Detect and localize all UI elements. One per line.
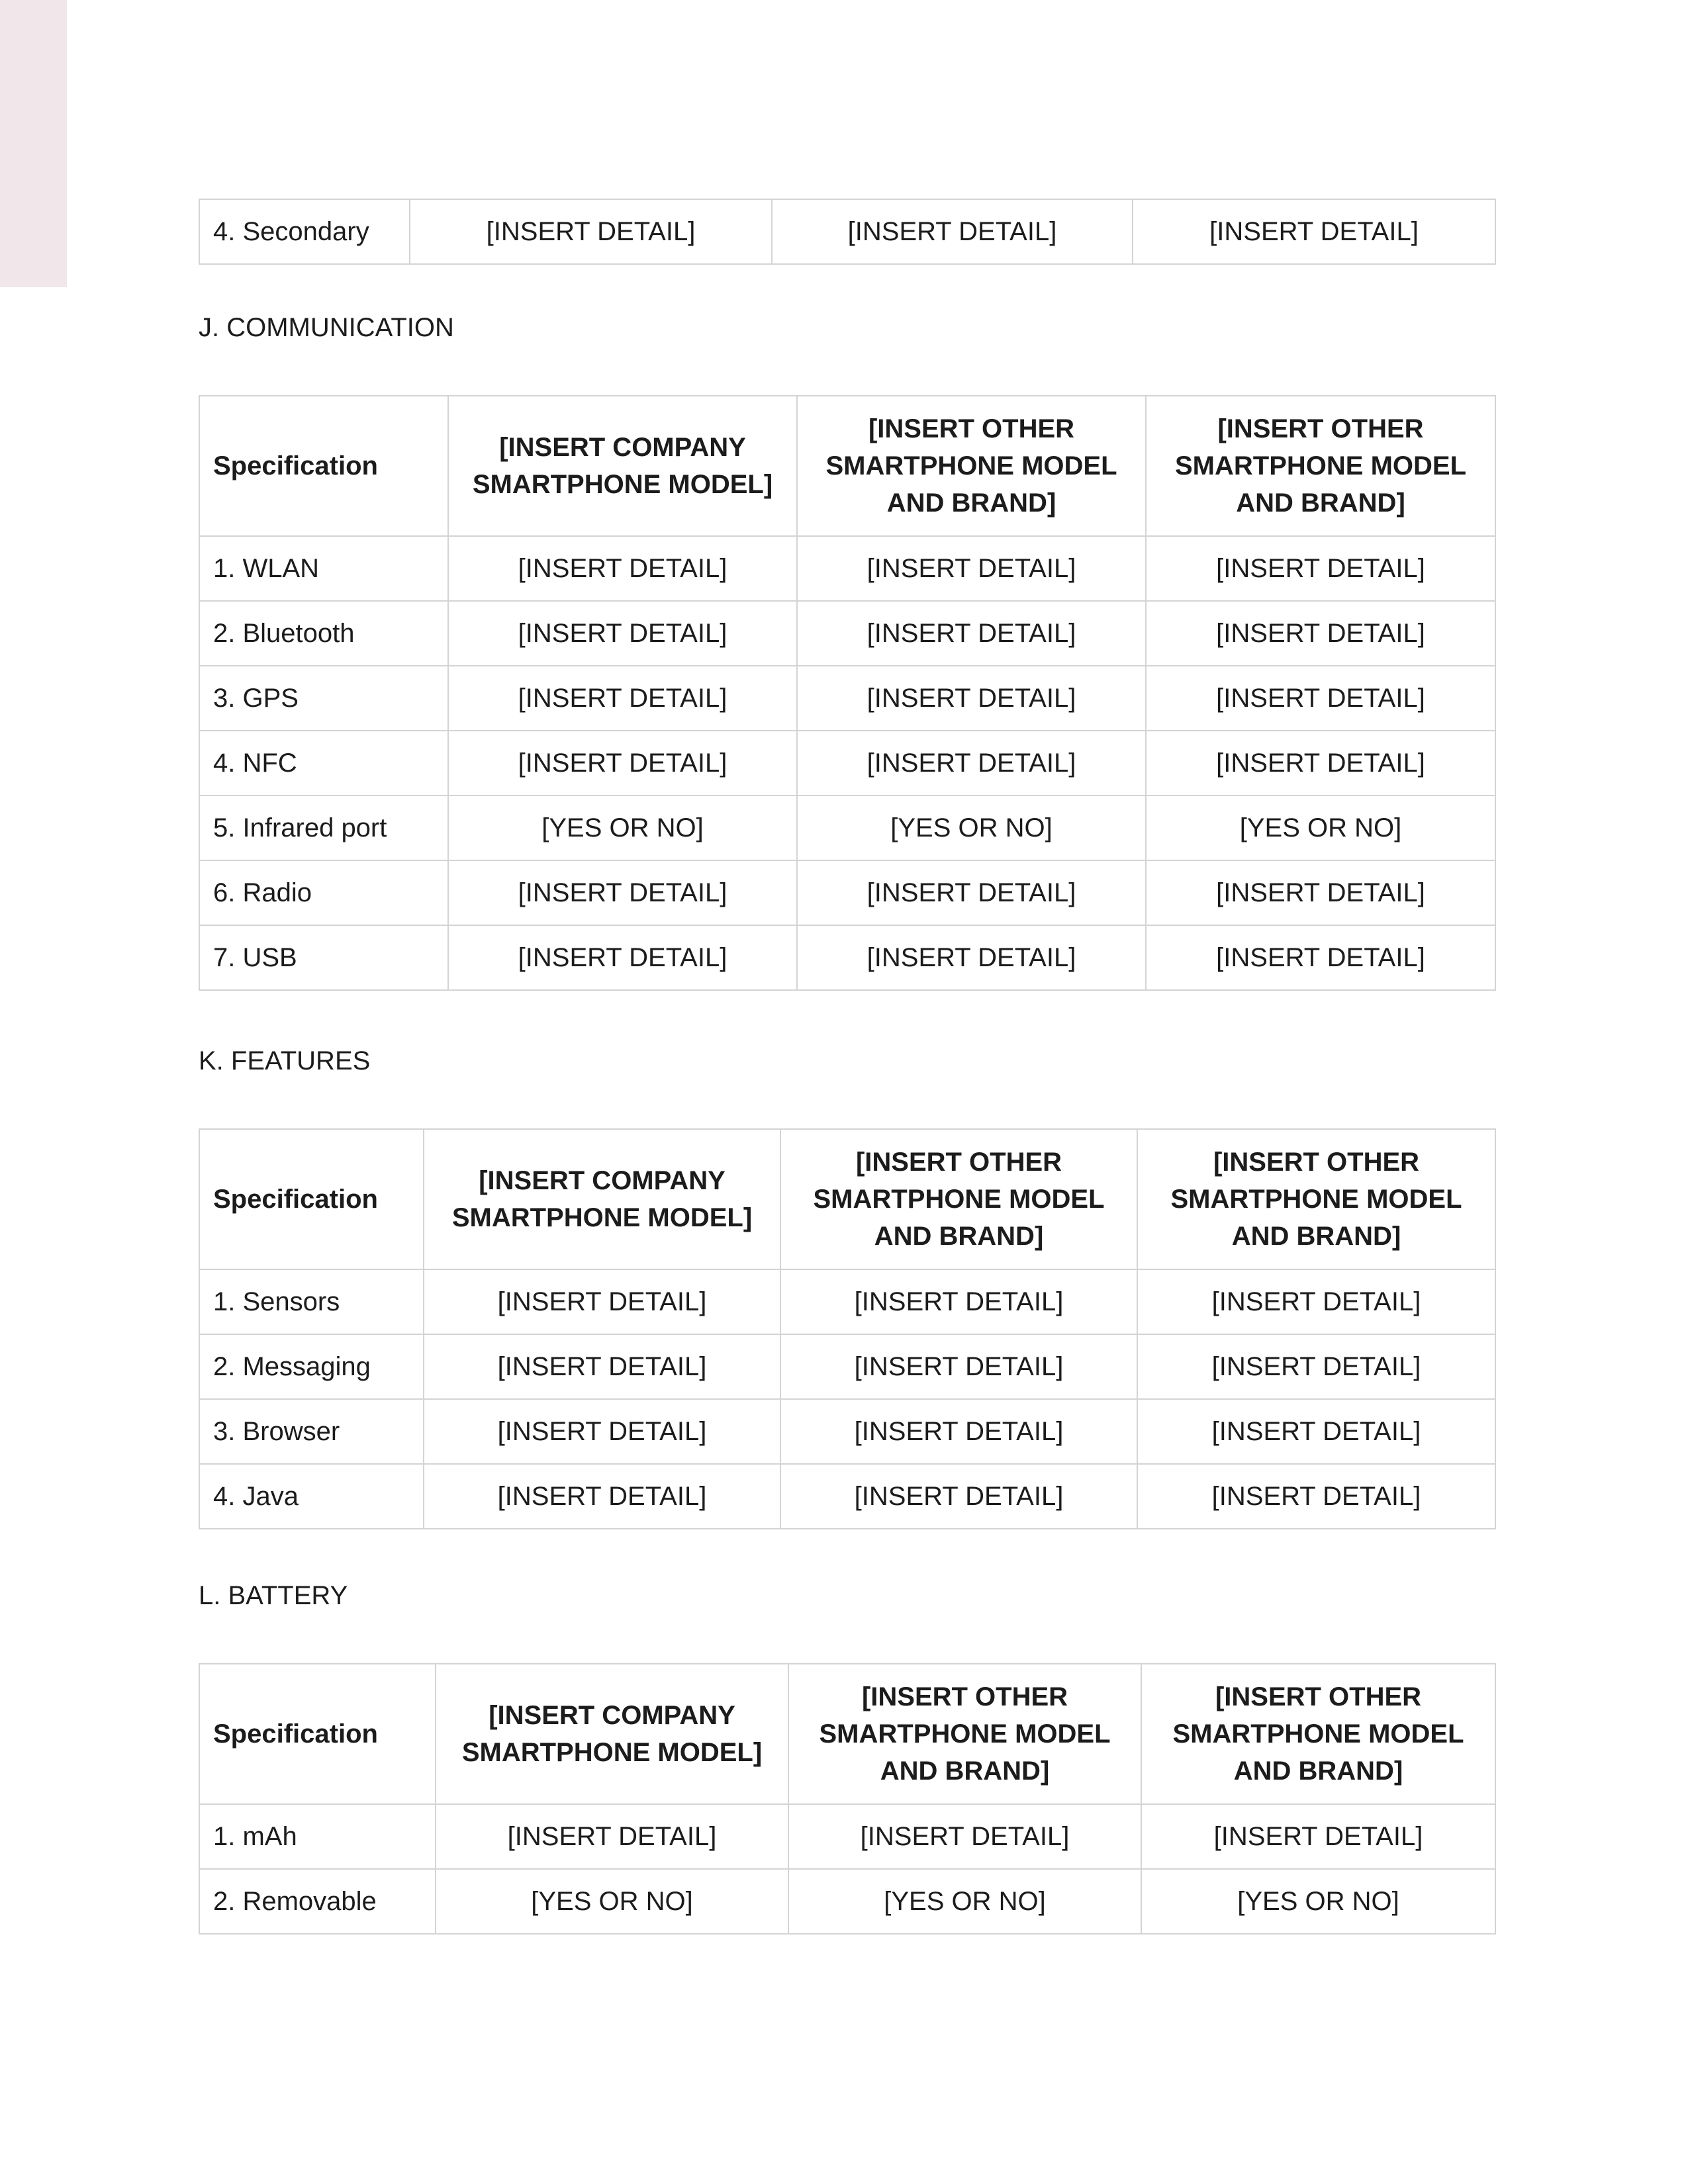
row-label: 6. Radio	[199, 860, 448, 925]
table-cell: [INSERT DETAIL]	[797, 536, 1146, 601]
table-header-row	[199, 1664, 1495, 1804]
table-row	[199, 1464, 1495, 1529]
table-cell: [INSERT DETAIL]	[448, 536, 797, 601]
row-label: 4. NFC	[199, 731, 448, 796]
table-cell: [INSERT DETAIL]	[780, 1269, 1137, 1334]
row-label: 5. Infrared port	[199, 796, 448, 860]
row-label: 2. Removable	[199, 1869, 436, 1934]
table-row	[199, 796, 1495, 860]
table-cell: [INSERT DETAIL]	[1137, 1269, 1495, 1334]
table-cell: [INSERT DETAIL]	[424, 1399, 780, 1464]
table-row	[199, 199, 1495, 264]
table-cell: [YES OR NO]	[1141, 1869, 1495, 1934]
table-row	[199, 536, 1495, 601]
column-header: [INSERT OTHER SMARTPHONE MODEL AND BRAND]	[797, 396, 1146, 536]
table-cell: [INSERT DETAIL]	[424, 1269, 780, 1334]
table-cell: [INSERT DETAIL]	[797, 666, 1146, 731]
row-label: 1. Sensors	[199, 1269, 424, 1334]
column-header: [INSERT OTHER SMARTPHONE MODEL AND BRAND]	[1137, 1129, 1495, 1269]
table-cell: [INSERT DETAIL]	[436, 1804, 788, 1869]
column-header: Specification	[199, 1664, 436, 1804]
table-cell: [INSERT DETAIL]	[797, 731, 1146, 796]
table-cell: [INSERT DETAIL]	[410, 199, 772, 264]
section-heading-features: K. FEATURES	[199, 1046, 371, 1075]
communication-table	[199, 395, 1496, 991]
column-header: [INSERT COMPANY SMARTPHONE MODEL]	[424, 1129, 780, 1269]
table-cell: [YES OR NO]	[797, 796, 1146, 860]
table-cell: [INSERT DETAIL]	[1146, 601, 1495, 666]
row-label: 7. USB	[199, 925, 448, 990]
row-label: 4. Secondary	[199, 199, 410, 264]
table-row	[199, 601, 1495, 666]
table-cell: [YES OR NO]	[1146, 796, 1495, 860]
table-cell: [INSERT DETAIL]	[1137, 1464, 1495, 1529]
table-row	[199, 1334, 1495, 1399]
table-row	[199, 666, 1495, 731]
table-header-row	[199, 1129, 1495, 1269]
table-cell: [INSERT DETAIL]	[788, 1804, 1141, 1869]
row-label: 1. WLAN	[199, 536, 448, 601]
table-cell: [INSERT DETAIL]	[1146, 925, 1495, 990]
table-cell: [INSERT DETAIL]	[448, 666, 797, 731]
column-header: Specification	[199, 396, 448, 536]
table-row	[199, 731, 1495, 796]
table-cell: [INSERT DETAIL]	[780, 1399, 1137, 1464]
table-row	[199, 1804, 1495, 1869]
column-header: [INSERT OTHER SMARTPHONE MODEL AND BRAND]	[1141, 1664, 1495, 1804]
table-cell: [INSERT DETAIL]	[1133, 199, 1495, 264]
table-cell: [INSERT DETAIL]	[780, 1464, 1137, 1529]
row-label: 4. Java	[199, 1464, 424, 1529]
table-cell: [INSERT DETAIL]	[1146, 731, 1495, 796]
table-cell: [YES OR NO]	[448, 796, 797, 860]
table-row	[199, 925, 1495, 990]
table-cell: [INSERT DETAIL]	[1137, 1334, 1495, 1399]
page-side-tab	[0, 0, 67, 287]
column-header: [INSERT COMPANY SMARTPHONE MODEL]	[448, 396, 797, 536]
table-cell: [INSERT DETAIL]	[448, 601, 797, 666]
table-cell: [INSERT DETAIL]	[1141, 1804, 1495, 1869]
table-cell: [INSERT DETAIL]	[1146, 666, 1495, 731]
column-header: [INSERT OTHER SMARTPHONE MODEL AND BRAND]	[788, 1664, 1141, 1804]
row-label: 3. GPS	[199, 666, 448, 731]
table-cell: [INSERT DETAIL]	[797, 860, 1146, 925]
table-cell: [INSERT DETAIL]	[1146, 536, 1495, 601]
row-label: 3. Browser	[199, 1399, 424, 1464]
column-header: Specification	[199, 1129, 424, 1269]
table-cell: [INSERT DETAIL]	[1137, 1399, 1495, 1464]
features-table	[199, 1128, 1496, 1529]
column-header: [INSERT COMPANY SMARTPHONE MODEL]	[436, 1664, 788, 1804]
row-label: 2. Messaging	[199, 1334, 424, 1399]
table-cell: [INSERT DETAIL]	[424, 1334, 780, 1399]
secondary-table	[199, 199, 1496, 265]
table-cell: [INSERT DETAIL]	[424, 1464, 780, 1529]
column-header: [INSERT OTHER SMARTPHONE MODEL AND BRAND]	[1146, 396, 1495, 536]
section-heading-communication: J. COMMUNICATION	[199, 313, 454, 342]
table-row	[199, 1869, 1495, 1934]
battery-table	[199, 1663, 1496, 1934]
table-cell: [YES OR NO]	[788, 1869, 1141, 1934]
section-heading-battery: L. BATTERY	[199, 1581, 348, 1610]
table-row	[199, 860, 1495, 925]
table-cell: [INSERT DETAIL]	[780, 1334, 1137, 1399]
table-cell: [INSERT DETAIL]	[448, 925, 797, 990]
table-cell: [YES OR NO]	[436, 1869, 788, 1934]
row-label: 2. Bluetooth	[199, 601, 448, 666]
table-cell: [INSERT DETAIL]	[797, 925, 1146, 990]
table-header-row	[199, 396, 1495, 536]
table-cell: [INSERT DETAIL]	[448, 731, 797, 796]
table-cell: [INSERT DETAIL]	[448, 860, 797, 925]
table-row	[199, 1399, 1495, 1464]
table-cell: [INSERT DETAIL]	[797, 601, 1146, 666]
table-cell: [INSERT DETAIL]	[772, 199, 1133, 264]
table-row	[199, 1269, 1495, 1334]
row-label: 1. mAh	[199, 1804, 436, 1869]
table-cell: [INSERT DETAIL]	[1146, 860, 1495, 925]
column-header: [INSERT OTHER SMARTPHONE MODEL AND BRAND]	[780, 1129, 1137, 1269]
